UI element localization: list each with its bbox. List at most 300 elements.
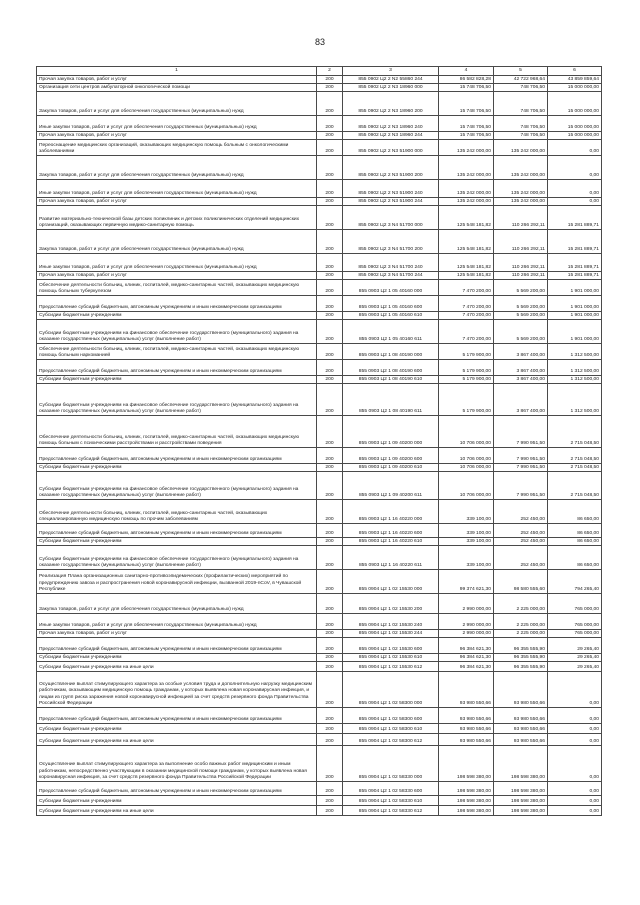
table-row — [37, 630, 602, 638]
row-amount-col5: 5 569 200,00 — [494, 296, 548, 312]
row-description: Предоставление субсидий бюджетным, автономным учреждениям и иным некоммерческим организациям — [37, 524, 317, 538]
row-description: Организация сети центров амбулаторной онкологической помощи — [37, 84, 317, 92]
table-row — [37, 230, 602, 254]
row-code-200: 200 — [317, 140, 343, 156]
row-code-200: 200 — [317, 630, 343, 638]
row-description: Субсидии бюджетным учреждениям — [37, 796, 317, 806]
table-row — [37, 524, 602, 538]
row-amount-col4: 7 470 200,00 — [439, 280, 494, 296]
row-description: Развитие материально-технической базы детских поликлиник и детских поликлинических отделений медицинских организаций, оказывающих первичную медико-санитарную помощь — [37, 206, 317, 230]
table-row — [37, 198, 602, 206]
row-classification-code: 855 0903 Ц2 1 05 40160 610 — [343, 312, 439, 320]
row-classification-code: 855 0902 Ц2 3 N4 51700 240 — [343, 254, 439, 272]
row-amount-col5: 135 242 000,00 — [494, 156, 548, 180]
row-code-200: 200 — [317, 296, 343, 312]
row-code-200: 200 — [317, 570, 343, 594]
table-row — [37, 76, 602, 84]
row-amount-col5: 2 225 000,00 — [494, 594, 548, 614]
row-amount-col4: 135 242 000,00 — [439, 140, 494, 156]
row-classification-code: 855 0902 Ц2 2 N3 51900 244 — [343, 198, 439, 206]
row-classification-code: 855 0902 Ц2 2 N3 51900 200 — [343, 156, 439, 180]
row-amount-col6: 1 901 000,00 — [548, 320, 602, 344]
row-amount-col5: 748 706,50 — [494, 132, 548, 140]
row-code-200: 200 — [317, 376, 343, 384]
row-amount-col5: 7 990 951,50 — [494, 464, 548, 472]
row-classification-code: 855 0903 Ц2 1 05 40160 600 — [343, 296, 439, 312]
row-amount-col5: 110 266 292,11 — [494, 206, 548, 230]
row-description: Прочая закупка товаров, работ и услуг — [37, 272, 317, 280]
row-description: Субсидии бюджетным учреждениям — [37, 654, 317, 662]
row-amount-col4: 96 384 621,30 — [439, 662, 494, 672]
row-code-200: 200 — [317, 180, 343, 198]
row-classification-code: 855 0904 Ц2 1 02 58330 600 — [343, 782, 439, 796]
row-classification-code: 855 0904 Ц2 1 02 58330 610 — [343, 796, 439, 806]
row-description: Обеспечение деятельности больниц, клиник, госпиталей, медико-санитарных частей, оказывающих медицинскую помощь больным наркоманией — [37, 344, 317, 360]
row-amount-col4: 15 748 706,50 — [439, 92, 494, 116]
row-code-200: 200 — [317, 734, 343, 746]
table-row — [37, 708, 602, 724]
row-code-200: 200 — [317, 230, 343, 254]
table-row — [37, 662, 602, 672]
row-amount-col4: 198 598 380,00 — [439, 746, 494, 782]
column-number: 2 — [317, 67, 343, 76]
table-row — [37, 84, 602, 92]
row-amount-col5: 93 980 550,66 — [494, 672, 548, 708]
row-amount-col6: 15 281 889,71 — [548, 254, 602, 272]
table-row — [37, 92, 602, 116]
row-classification-code: 855 0903 Ц2 1 16 40220 611 — [343, 546, 439, 570]
row-amount-col4: 135 242 000,00 — [439, 198, 494, 206]
row-classification-code: 855 0904 Ц2 1 02 15530 000 — [343, 570, 439, 594]
row-amount-col5: 5 569 200,00 — [494, 320, 548, 344]
row-amount-col5: 42 722 968,64 — [494, 76, 548, 84]
column-number-row — [37, 67, 602, 76]
row-amount-col5: 252 450,00 — [494, 546, 548, 570]
table-row — [37, 570, 602, 594]
table-row — [37, 360, 602, 376]
table-row — [37, 594, 602, 614]
row-amount-col4: 99 374 621,30 — [439, 570, 494, 594]
row-amount-col4: 15 748 706,50 — [439, 84, 494, 92]
column-number: 6 — [548, 67, 602, 76]
column-number: 1 — [37, 67, 317, 76]
row-amount-col4: 96 384 621,30 — [439, 638, 494, 654]
row-description: Переоснащение медицинских организаций, оказывающих медицинскую помощь больным с онкологическими заболеваниями — [37, 140, 317, 156]
row-amount-col6: 1 901 000,00 — [548, 280, 602, 296]
row-amount-col6: 2 715 048,50 — [548, 416, 602, 448]
table-row — [37, 384, 602, 416]
row-classification-code: 855 0902 Ц2 2 N3 18960 244 — [343, 132, 439, 140]
row-amount-col6: 1 312 500,00 — [548, 376, 602, 384]
row-code-200: 200 — [317, 198, 343, 206]
row-code-200: 200 — [317, 206, 343, 230]
row-classification-code: 855 0904 Ц2 1 02 58300 000 — [343, 672, 439, 708]
row-classification-code: 855 0903 Ц2 1 08 40190 600 — [343, 360, 439, 376]
row-classification-code: 855 0904 Ц2 1 02 58330 612 — [343, 806, 439, 816]
row-classification-code: 855 0904 Ц2 1 02 15530 244 — [343, 630, 439, 638]
row-code-200: 200 — [317, 594, 343, 614]
row-code-200: 200 — [317, 132, 343, 140]
row-code-200: 200 — [317, 806, 343, 816]
table-row — [37, 416, 602, 448]
table-row — [37, 796, 602, 806]
row-amount-col5: 3 867 400,00 — [494, 360, 548, 376]
row-description: Субсидии бюджетным учреждениям — [37, 724, 317, 734]
row-code-200: 200 — [317, 746, 343, 782]
row-amount-col6: 0,00 — [548, 708, 602, 724]
row-description: Реализация Плана организационных санитарно-противоэпидемических (профилактических) мероприятий по предупреждению завоза и распространения новой коронавирусной инфекции, вызванной 2019-nCoV, в Чувашской Республике — [37, 570, 317, 594]
table-row — [37, 614, 602, 630]
row-amount-col6: 15 281 889,71 — [548, 272, 602, 280]
row-amount-col6: 86 650,00 — [548, 500, 602, 524]
row-amount-col5: 135 242 000,00 — [494, 140, 548, 156]
row-amount-col6: 0,00 — [548, 180, 602, 198]
row-amount-col6: 765 000,00 — [548, 630, 602, 638]
row-code-200: 200 — [317, 448, 343, 464]
row-amount-col5: 98 580 555,60 — [494, 570, 548, 594]
column-number: 5 — [494, 67, 548, 76]
row-code-200: 200 — [317, 280, 343, 296]
row-code-200: 200 — [317, 662, 343, 672]
row-classification-code: 855 0902 Ц2 2 N3 18960 240 — [343, 116, 439, 132]
row-amount-col5: 7 990 951,50 — [494, 448, 548, 464]
row-code-200: 200 — [317, 116, 343, 132]
row-amount-col5: 198 598 380,00 — [494, 746, 548, 782]
table-row — [37, 464, 602, 472]
row-description: Субсидии бюджетным учреждениям на иные цели — [37, 806, 317, 816]
row-amount-col6: 2 715 048,50 — [548, 448, 602, 464]
row-amount-col6: 86 650,00 — [548, 538, 602, 546]
row-classification-code: 855 0902 Ц2 3 N4 51700 200 — [343, 230, 439, 254]
row-classification-code: 855 0904 Ц2 1 02 15530 200 — [343, 594, 439, 614]
row-code-200: 200 — [317, 464, 343, 472]
row-description: Обеспечение деятельности больниц, клиник, госпиталей, медико-санитарных частей, оказывающих медицинскую помощь больным туберкулезом — [37, 280, 317, 296]
row-amount-col6: 15 000 000,00 — [548, 84, 602, 92]
table-row — [37, 312, 602, 320]
row-code-200: 200 — [317, 614, 343, 630]
budget-table — [36, 66, 602, 816]
row-amount-col4: 2 990 000,00 — [439, 594, 494, 614]
row-amount-col6: 2 715 048,50 — [548, 472, 602, 500]
row-description: Иные закупки товаров, работ и услуг для обеспечения государственных (муниципальных) нужд — [37, 180, 317, 198]
row-description: Субсидии бюджетным учреждениям на иные цели — [37, 734, 317, 746]
row-amount-col6: 2 715 048,50 — [548, 464, 602, 472]
row-classification-code: 855 0903 Ц2 1 05 40160 611 — [343, 320, 439, 344]
row-code-200: 200 — [317, 360, 343, 376]
row-amount-col4: 198 598 380,00 — [439, 806, 494, 816]
table-row — [37, 116, 602, 132]
row-code-200: 200 — [317, 638, 343, 654]
row-amount-col5: 3 867 400,00 — [494, 344, 548, 360]
row-classification-code: 855 0902 Ц2 2 N3 51900 240 — [343, 180, 439, 198]
row-amount-col6: 86 650,00 — [548, 546, 602, 570]
row-description: Закупка товаров, работ и услуг для обеспечения государственных (муниципальных) нужд — [37, 156, 317, 180]
row-description: Осуществление выплат стимулирующего характера за особые условия труда и дополнительную нагрузку медицинским работникам, оказывающим медицинскую помощь гражданам, у которых выявлена новая коронавирусная инфекция, и лицам из групп риска заражения новой коронавирусной инфекцией за счет средств резервного фонда Правительства Российской Федерации — [37, 672, 317, 708]
table-row — [37, 500, 602, 524]
row-amount-col4: 125 548 181,82 — [439, 272, 494, 280]
table-row — [37, 746, 602, 782]
row-description: Субсидии бюджетным учреждениям на финансовое обеспечение государственного (муниципального) задания на оказание государственных (муниципальных) услуг (выполнение работ) — [37, 320, 317, 344]
row-amount-col4: 339 100,00 — [439, 500, 494, 524]
row-code-200: 200 — [317, 724, 343, 734]
row-amount-col4: 7 470 200,00 — [439, 312, 494, 320]
row-amount-col5: 198 598 380,00 — [494, 806, 548, 816]
row-amount-col4: 135 242 000,00 — [439, 156, 494, 180]
row-amount-col5: 96 355 555,90 — [494, 654, 548, 662]
row-amount-col4: 339 100,00 — [439, 538, 494, 546]
row-classification-code: 855 0904 Ц2 1 02 15530 240 — [343, 614, 439, 630]
row-amount-col4: 10 706 000,00 — [439, 472, 494, 500]
row-amount-col5: 3 867 400,00 — [494, 376, 548, 384]
row-amount-col6: 0,00 — [548, 140, 602, 156]
row-classification-code: 855 0903 Ц2 1 16 40220 610 — [343, 538, 439, 546]
row-description: Субсидии бюджетным учреждениям — [37, 464, 317, 472]
row-amount-col5: 110 266 292,11 — [494, 230, 548, 254]
row-amount-col6: 1 901 000,00 — [548, 296, 602, 312]
row-code-200: 200 — [317, 546, 343, 570]
table-row — [37, 180, 602, 198]
row-amount-col4: 5 179 900,00 — [439, 344, 494, 360]
row-description: Прочая закупка товаров, работ и услуг — [37, 76, 317, 84]
table-row — [37, 376, 602, 384]
row-amount-col5: 110 266 292,11 — [494, 254, 548, 272]
row-classification-code: 855 0902 Ц2 3 N4 51700 000 — [343, 206, 439, 230]
row-amount-col5: 5 569 200,00 — [494, 312, 548, 320]
table-row — [37, 538, 602, 546]
column-number: 3 — [343, 67, 439, 76]
row-description: Предоставление субсидий бюджетным, автономным учреждениям и иным некоммерческим организациям — [37, 360, 317, 376]
table-row — [37, 140, 602, 156]
row-description: Субсидии бюджетным учреждениям на финансовое обеспечение государственного (муниципального) задания на оказание государственных (муниципальных) услуг (выполнение работ) — [37, 472, 317, 500]
row-amount-col6: 1 312 500,00 — [548, 384, 602, 416]
row-amount-col5: 3 867 400,00 — [494, 384, 548, 416]
row-classification-code: 855 0904 Ц2 1 02 58330 000 — [343, 746, 439, 782]
row-amount-col5: 2 225 000,00 — [494, 614, 548, 630]
row-description: Предоставление субсидий бюджетным, автономным учреждениям и иным некоммерческим организациям — [37, 782, 317, 796]
row-amount-col4: 2 990 000,00 — [439, 630, 494, 638]
row-amount-col4: 5 179 900,00 — [439, 384, 494, 416]
row-amount-col4: 15 748 706,50 — [439, 116, 494, 132]
row-amount-col5: 93 980 550,66 — [494, 708, 548, 724]
row-classification-code: 855 0903 Ц2 1 09 40200 600 — [343, 448, 439, 464]
table-row — [37, 806, 602, 816]
row-classification-code: 855 0902 Ц2 2 N2 55860 244 — [343, 76, 439, 84]
row-amount-col4: 2 990 000,00 — [439, 614, 494, 630]
row-amount-col5: 135 242 000,00 — [494, 198, 548, 206]
row-amount-col4: 339 100,00 — [439, 546, 494, 570]
row-amount-col5: 252 450,00 — [494, 538, 548, 546]
row-amount-col6: 1 312 500,00 — [548, 344, 602, 360]
row-description: Предоставление субсидий бюджетным, автономным учреждениям и иным некоммерческим организациям — [37, 296, 317, 312]
table-row — [37, 254, 602, 272]
row-amount-col6: 29 265,40 — [548, 654, 602, 662]
row-amount-col6: 765 000,00 — [548, 614, 602, 630]
row-classification-code: 855 0904 Ц2 1 02 58300 612 — [343, 734, 439, 746]
row-amount-col4: 93 980 550,66 — [439, 724, 494, 734]
row-amount-col4: 93 980 550,66 — [439, 734, 494, 746]
table-row — [37, 132, 602, 140]
table-row — [37, 734, 602, 746]
row-amount-col6: 0,00 — [548, 746, 602, 782]
row-amount-col4: 339 100,00 — [439, 524, 494, 538]
row-amount-col6: 1 901 000,00 — [548, 312, 602, 320]
row-classification-code: 855 0903 Ц2 1 08 40190 611 — [343, 384, 439, 416]
table-row — [37, 654, 602, 662]
table-row — [37, 472, 602, 500]
row-code-200: 200 — [317, 416, 343, 448]
row-amount-col4: 7 470 200,00 — [439, 320, 494, 344]
row-amount-col4: 96 384 621,30 — [439, 654, 494, 662]
table-row — [37, 448, 602, 464]
row-description: Субсидии бюджетным учреждениям — [37, 376, 317, 384]
row-classification-code: 855 0902 Ц2 2 N3 18960 000 — [343, 84, 439, 92]
row-description: Прочая закупка товаров, работ и услуг — [37, 630, 317, 638]
table-row — [37, 782, 602, 796]
row-amount-col4: 86 582 828,28 — [439, 76, 494, 84]
row-amount-col6: 794 265,40 — [548, 570, 602, 594]
row-code-200: 200 — [317, 384, 343, 416]
row-classification-code: 855 0904 Ц2 1 02 15530 612 — [343, 662, 439, 672]
row-amount-col6: 0,00 — [548, 672, 602, 708]
row-amount-col6: 0,00 — [548, 806, 602, 816]
row-code-200: 200 — [317, 500, 343, 524]
table-row — [37, 272, 602, 280]
row-code-200: 200 — [317, 472, 343, 500]
row-amount-col6: 0,00 — [548, 198, 602, 206]
row-amount-col4: 93 980 550,66 — [439, 672, 494, 708]
row-description: Осуществление выплат стимулирующего характера за выполнение особо важных работ медицинским и иным работникам, непосредственно участвующим в оказании медицинской помощи гражданам, у которых выявлена новая коронавирусная инфекция, за счет средств резервного фонда Правительства Российской Федерации — [37, 746, 317, 782]
row-amount-col5: 110 266 292,11 — [494, 272, 548, 280]
row-amount-col6: 15 000 000,00 — [548, 132, 602, 140]
row-amount-col6: 0,00 — [548, 782, 602, 796]
table-row — [37, 156, 602, 180]
row-description: Субсидии бюджетным учреждениям — [37, 538, 317, 546]
table-row — [37, 672, 602, 708]
row-amount-col4: 10 706 000,00 — [439, 464, 494, 472]
row-amount-col5: 748 706,50 — [494, 84, 548, 92]
row-amount-col6: 765 000,00 — [548, 594, 602, 614]
row-description: Обеспечение деятельности больниц, клиник, госпиталей, медико-санитарных частей, оказывающих специализированную медицинскую помощь по прочим заболеваниям — [37, 500, 317, 524]
row-code-200: 200 — [317, 782, 343, 796]
row-code-200: 200 — [317, 538, 343, 546]
row-amount-col5: 748 706,50 — [494, 92, 548, 116]
row-code-200: 200 — [317, 76, 343, 84]
row-amount-col5: 7 990 951,50 — [494, 416, 548, 448]
row-amount-col5: 252 450,00 — [494, 500, 548, 524]
table-row — [37, 280, 602, 296]
row-amount-col5: 748 706,50 — [494, 116, 548, 132]
row-code-200: 200 — [317, 654, 343, 662]
row-amount-col6: 29 265,40 — [548, 638, 602, 654]
row-code-200: 200 — [317, 344, 343, 360]
table-row — [37, 638, 602, 654]
row-description: Субсидии бюджетным учреждениям на финансовое обеспечение государственного (муниципального) задания на оказание государственных (муниципальных) услуг (выполнение работ) — [37, 546, 317, 570]
row-amount-col4: 7 470 200,00 — [439, 296, 494, 312]
row-classification-code: 855 0903 Ц2 1 09 40200 000 — [343, 416, 439, 448]
row-code-200: 200 — [317, 254, 343, 272]
row-amount-col4: 5 179 900,00 — [439, 376, 494, 384]
row-amount-col4: 125 548 181,82 — [439, 206, 494, 230]
row-description: Закупка товаров, работ и услуг для обеспечения государственных (муниципальных) нужд — [37, 230, 317, 254]
row-code-200: 200 — [317, 156, 343, 180]
row-classification-code: 855 0904 Ц2 1 02 15530 600 — [343, 638, 439, 654]
row-code-200: 200 — [317, 92, 343, 116]
row-amount-col5: 252 450,00 — [494, 524, 548, 538]
row-code-200: 200 — [317, 708, 343, 724]
row-classification-code: 855 0904 Ц2 1 02 15530 610 — [343, 654, 439, 662]
row-amount-col6: 15 000 000,00 — [548, 92, 602, 116]
row-amount-col4: 125 548 181,82 — [439, 254, 494, 272]
row-amount-col5: 93 980 550,66 — [494, 734, 548, 746]
row-description: Иные закупки товаров, работ и услуг для обеспечения государственных (муниципальных) нужд — [37, 116, 317, 132]
row-amount-col4: 5 179 900,00 — [439, 360, 494, 376]
row-amount-col5: 2 225 000,00 — [494, 630, 548, 638]
row-amount-col4: 125 548 181,82 — [439, 230, 494, 254]
row-classification-code: 855 0903 Ц2 1 05 40160 000 — [343, 280, 439, 296]
row-amount-col4: 198 598 380,00 — [439, 782, 494, 796]
row-classification-code: 855 0903 Ц2 1 09 40200 610 — [343, 464, 439, 472]
row-amount-col4: 135 242 000,00 — [439, 180, 494, 198]
row-description: Субсидии бюджетным учреждениям — [37, 312, 317, 320]
row-description: Прочая закупка товаров, работ и услуг — [37, 198, 317, 206]
row-classification-code: 855 0902 Ц2 2 N3 51900 000 — [343, 140, 439, 156]
table-row — [37, 296, 602, 312]
row-amount-col5: 198 598 380,00 — [494, 796, 548, 806]
row-classification-code: 855 0903 Ц2 1 09 40200 611 — [343, 472, 439, 500]
row-classification-code: 855 0903 Ц2 1 08 40190 000 — [343, 344, 439, 360]
row-description: Субсидии бюджетным учреждениям на финансовое обеспечение государственного (муниципального) задания на оказание государственных (муниципальных) услуг (выполнение работ) — [37, 384, 317, 416]
row-code-200: 200 — [317, 320, 343, 344]
row-amount-col6: 0,00 — [548, 796, 602, 806]
row-amount-col6: 86 650,00 — [548, 524, 602, 538]
row-code-200: 200 — [317, 272, 343, 280]
page-number: 83 — [314, 37, 325, 47]
row-classification-code: 855 0902 Ц2 2 N3 18960 200 — [343, 92, 439, 116]
row-amount-col5: 135 242 000,00 — [494, 180, 548, 198]
row-code-200: 200 — [317, 84, 343, 92]
row-description: Иные закупки товаров, работ и услуг для обеспечения государственных (муниципальных) нужд — [37, 614, 317, 630]
row-amount-col4: 15 748 706,50 — [439, 132, 494, 140]
row-amount-col5: 93 980 550,66 — [494, 724, 548, 734]
row-amount-col6: 43 859 859,64 — [548, 76, 602, 84]
row-amount-col4: 10 706 000,00 — [439, 416, 494, 448]
row-code-200: 200 — [317, 312, 343, 320]
row-amount-col6: 15 281 889,71 — [548, 230, 602, 254]
row-classification-code: 855 0903 Ц2 1 16 40220 000 — [343, 500, 439, 524]
row-classification-code: 855 0904 Ц2 1 02 58300 600 — [343, 708, 439, 724]
row-description: Предоставление субсидий бюджетным, автономным учреждениям и иным некоммерческим организациям — [37, 448, 317, 464]
row-description: Прочая закупка товаров, работ и услуг — [37, 132, 317, 140]
row-description: Субсидии бюджетным учреждениям на иные цели — [37, 662, 317, 672]
row-amount-col6: 15 281 889,71 — [548, 206, 602, 230]
row-amount-col5: 96 355 555,90 — [494, 638, 548, 654]
row-description: Закупка товаров, работ и услуг для обеспечения государственных (муниципальных) нужд — [37, 594, 317, 614]
row-description: Предоставление субсидий бюджетным, автономным учреждениям и иным некоммерческим организациям — [37, 638, 317, 654]
row-classification-code: 855 0903 Ц2 1 16 40220 600 — [343, 524, 439, 538]
row-code-200: 200 — [317, 796, 343, 806]
row-amount-col5: 198 598 380,00 — [494, 782, 548, 796]
table-row — [37, 320, 602, 344]
row-amount-col5: 5 569 200,00 — [494, 280, 548, 296]
table-row — [37, 206, 602, 230]
row-amount-col6: 0,00 — [548, 724, 602, 734]
row-amount-col6: 15 000 000,00 — [548, 116, 602, 132]
row-amount-col4: 93 980 550,66 — [439, 708, 494, 724]
row-code-200: 200 — [317, 672, 343, 708]
row-amount-col6: 1 312 500,00 — [548, 360, 602, 376]
row-code-200: 200 — [317, 524, 343, 538]
row-amount-col4: 198 598 380,00 — [439, 796, 494, 806]
